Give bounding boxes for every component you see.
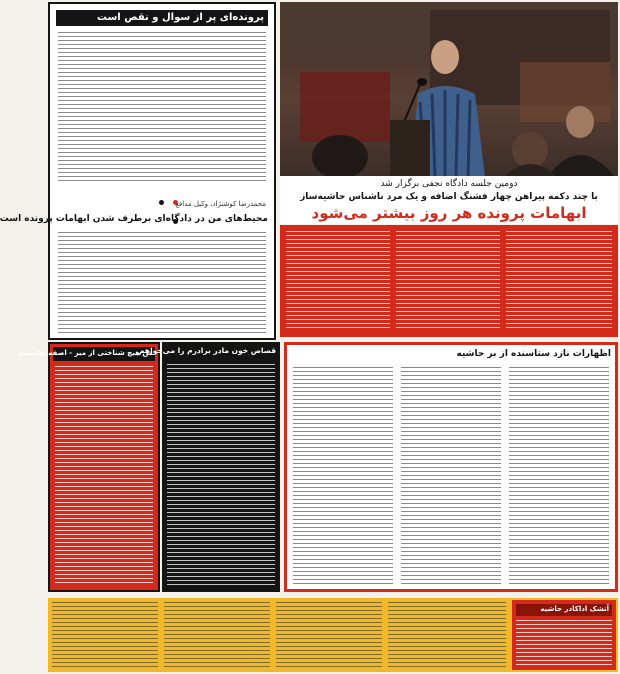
middle-center-body: [167, 364, 275, 586]
bottom-col-2: [164, 602, 270, 668]
bottom-yellow-strip: [48, 598, 618, 672]
middle-left-body: [55, 366, 153, 586]
statements-box: [284, 342, 618, 592]
left-column-dots: [150, 190, 180, 196]
red-body-col-2: [396, 231, 500, 331]
story-kicker: دومین جلسه دادگاه نجفی برگزار شد: [380, 179, 518, 189]
bottom-col-3: [276, 602, 382, 668]
statements-col-3: [509, 367, 609, 585]
story-headline: ابهامات پرونده هر روز بیشتر می‌شود: [311, 204, 587, 222]
bottom-col-4: [388, 602, 506, 668]
bottom-red-label: آتشک اداکادر حاشیه: [540, 605, 609, 613]
left-column-author: محمدرضا کوشنژاد، وکیل مدافع: [175, 200, 266, 208]
left-column-sub-body: [58, 232, 266, 336]
left-column-body-text: [58, 32, 266, 184]
bottom-col-1: [52, 602, 158, 668]
bottom-red-body: [516, 620, 612, 666]
left-column-title-bar: [56, 10, 268, 26]
statements-col-2: [401, 367, 501, 585]
courtroom-illustration: [280, 2, 618, 176]
left-column-title: پرونده‌ای پر از سوال و نقص است: [96, 12, 264, 23]
story-deck: با چند دکمه پیراهن چهار فشنگ اضافه و یک مرد ناشناس حاشیه‌ساز: [300, 192, 598, 202]
middle-center-box: [139, 342, 280, 592]
bottom-red-box: [512, 600, 616, 670]
bottom-red-label-bar: [516, 604, 612, 616]
left-column-subheadline: محیط‌های من در دادگاه‌ای برطرف شدن ابهامات پرونده است: [0, 214, 268, 224]
middle-left-red-box: [18, 342, 160, 592]
middle-left-title: من هیچ شناختی از میر - اصفه ندانستم: [18, 349, 153, 357]
left-column-box: [0, 2, 276, 340]
headline-block: [280, 176, 618, 224]
courtroom-photo: [280, 2, 618, 176]
red-story-body: [280, 225, 618, 337]
red-body-col-1: [286, 231, 390, 331]
statements-title: اظهارات نازد ستاسنده از بر حاشیه: [456, 349, 611, 359]
statements-col-1: [293, 367, 393, 585]
red-body-col-3: [506, 231, 612, 331]
middle-center-title: قصاص خون مادر برادرم را می‌خواهم: [139, 346, 276, 355]
